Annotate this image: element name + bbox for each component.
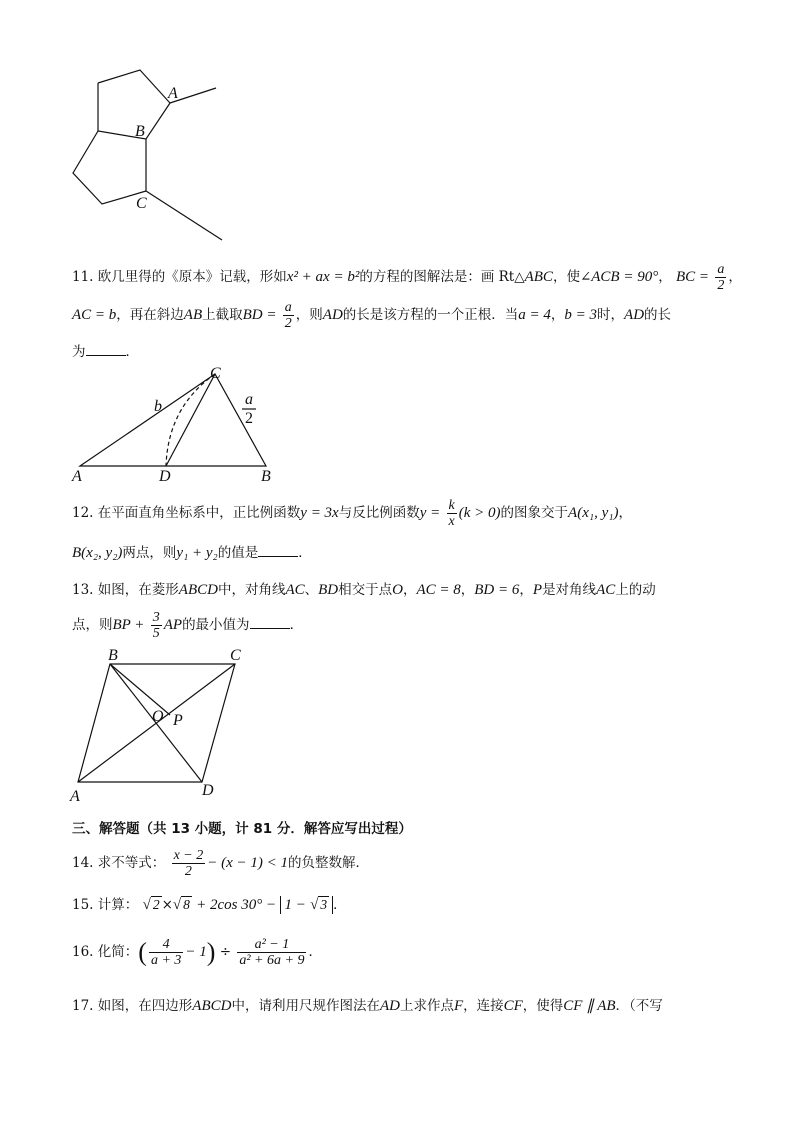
figure-q13 <box>66 645 256 805</box>
absolute-value: 1 − √ 3 <box>280 896 333 914</box>
label-a: A <box>72 468 82 485</box>
q11-line2: AC = b，再在斜边AB上截取BD = $\frac{a}{2}$ ，则AD的长是该方程的一个正根．当a = 4，b = 3时，AD的长 <box>72 300 672 331</box>
label-p: P <box>173 712 183 729</box>
label-b: B <box>261 468 271 485</box>
fraction-a-over-2b: $\frac{a}{2}$ <box>284 300 292 331</box>
fraction-x-2-over-2: $\frac{x - 2}{2}$ <box>173 848 204 879</box>
label-a: A <box>70 788 80 805</box>
label-o: O <box>152 708 164 725</box>
fraction-k-over-x: $\frac{k}{x}$ <box>448 498 455 529</box>
label-d: D <box>202 782 214 799</box>
label-c: C <box>136 195 147 212</box>
q12-line1: 12. 在平面直角坐标系中，正比例函数y = 3x与反比例函数y = $\frac{k}{x}$ (k > 0)的图象交于A(x₁, y₁)， <box>72 498 632 529</box>
q11-line3: 为 ． <box>72 344 139 360</box>
q11-line1: 11. 欧几里得的《原本》记载，形如x² + ax = b²的方程的图解法是：画 Rt△ABC，使∠ACB = 90°， BC = $\frac{a}{2}$ ， <box>72 262 742 293</box>
figure-q10 <box>60 60 240 250</box>
figure-q11 <box>68 362 288 487</box>
q14-line: 14. 求不等式： $\frac{x - 2}{2}$ − (x − 1) < 1的负整数解． <box>72 848 370 879</box>
q15-line: 15. 计算： √ 2 ×√ 8 + 2cos 30° − 1 − √ 3 ． <box>72 897 347 913</box>
fraction-3-over-5: $\frac{3}{5}$ <box>152 610 160 641</box>
q17-line: 17. 如图，在四边形ABCD中，请利用尺规作图法在AD上求作点F，连接CF，使得CF ∥ AB．（不写 <box>72 998 663 1014</box>
fraction-a2-1: $\frac{\text{a² − 1}}{\text{a² + 6a + 9}}$ <box>239 937 305 968</box>
fraction-4-over-a3: $\frac{4}{a + 3}$ <box>150 937 182 968</box>
answer-blank <box>258 544 298 557</box>
label-2-den: 2 <box>245 410 253 427</box>
answer-blank <box>250 616 290 629</box>
label-a: A <box>168 85 178 102</box>
q16-line: 16. 化简：( $\frac{4}{a + 3}$ − 1) ÷ $\frac{\text{a² − 1}}{\text{a² + 6a + 9}}$ ． <box>72 937 322 968</box>
label-b: B <box>135 123 145 140</box>
q12-line2: B(x₂, y₂)两点，则y₁ + y₂的值是 ． <box>72 545 312 561</box>
answer-blank <box>86 343 126 356</box>
label-c: C <box>230 647 241 664</box>
label-b: B <box>108 647 118 664</box>
label-c: C <box>210 365 221 382</box>
label-a-num: a <box>245 391 253 408</box>
label-d: D <box>159 468 171 485</box>
q13-line1: 13. 如图，在菱形ABCD中，对角线AC、BD相交于点O，AC = 8，BD = 6，P是对角线AC上的动 <box>72 582 656 598</box>
label-b-side: b <box>154 398 162 415</box>
q13-line2: 点，则BP + $\frac{3}{5}$ AP的最小值为 ． <box>72 610 304 641</box>
fraction-a-over-2: $\frac{a}{2}$ <box>717 262 725 293</box>
section-heading: 三、解答题（共 13 小题，计 81 分．解答应写出过程） <box>72 821 412 837</box>
